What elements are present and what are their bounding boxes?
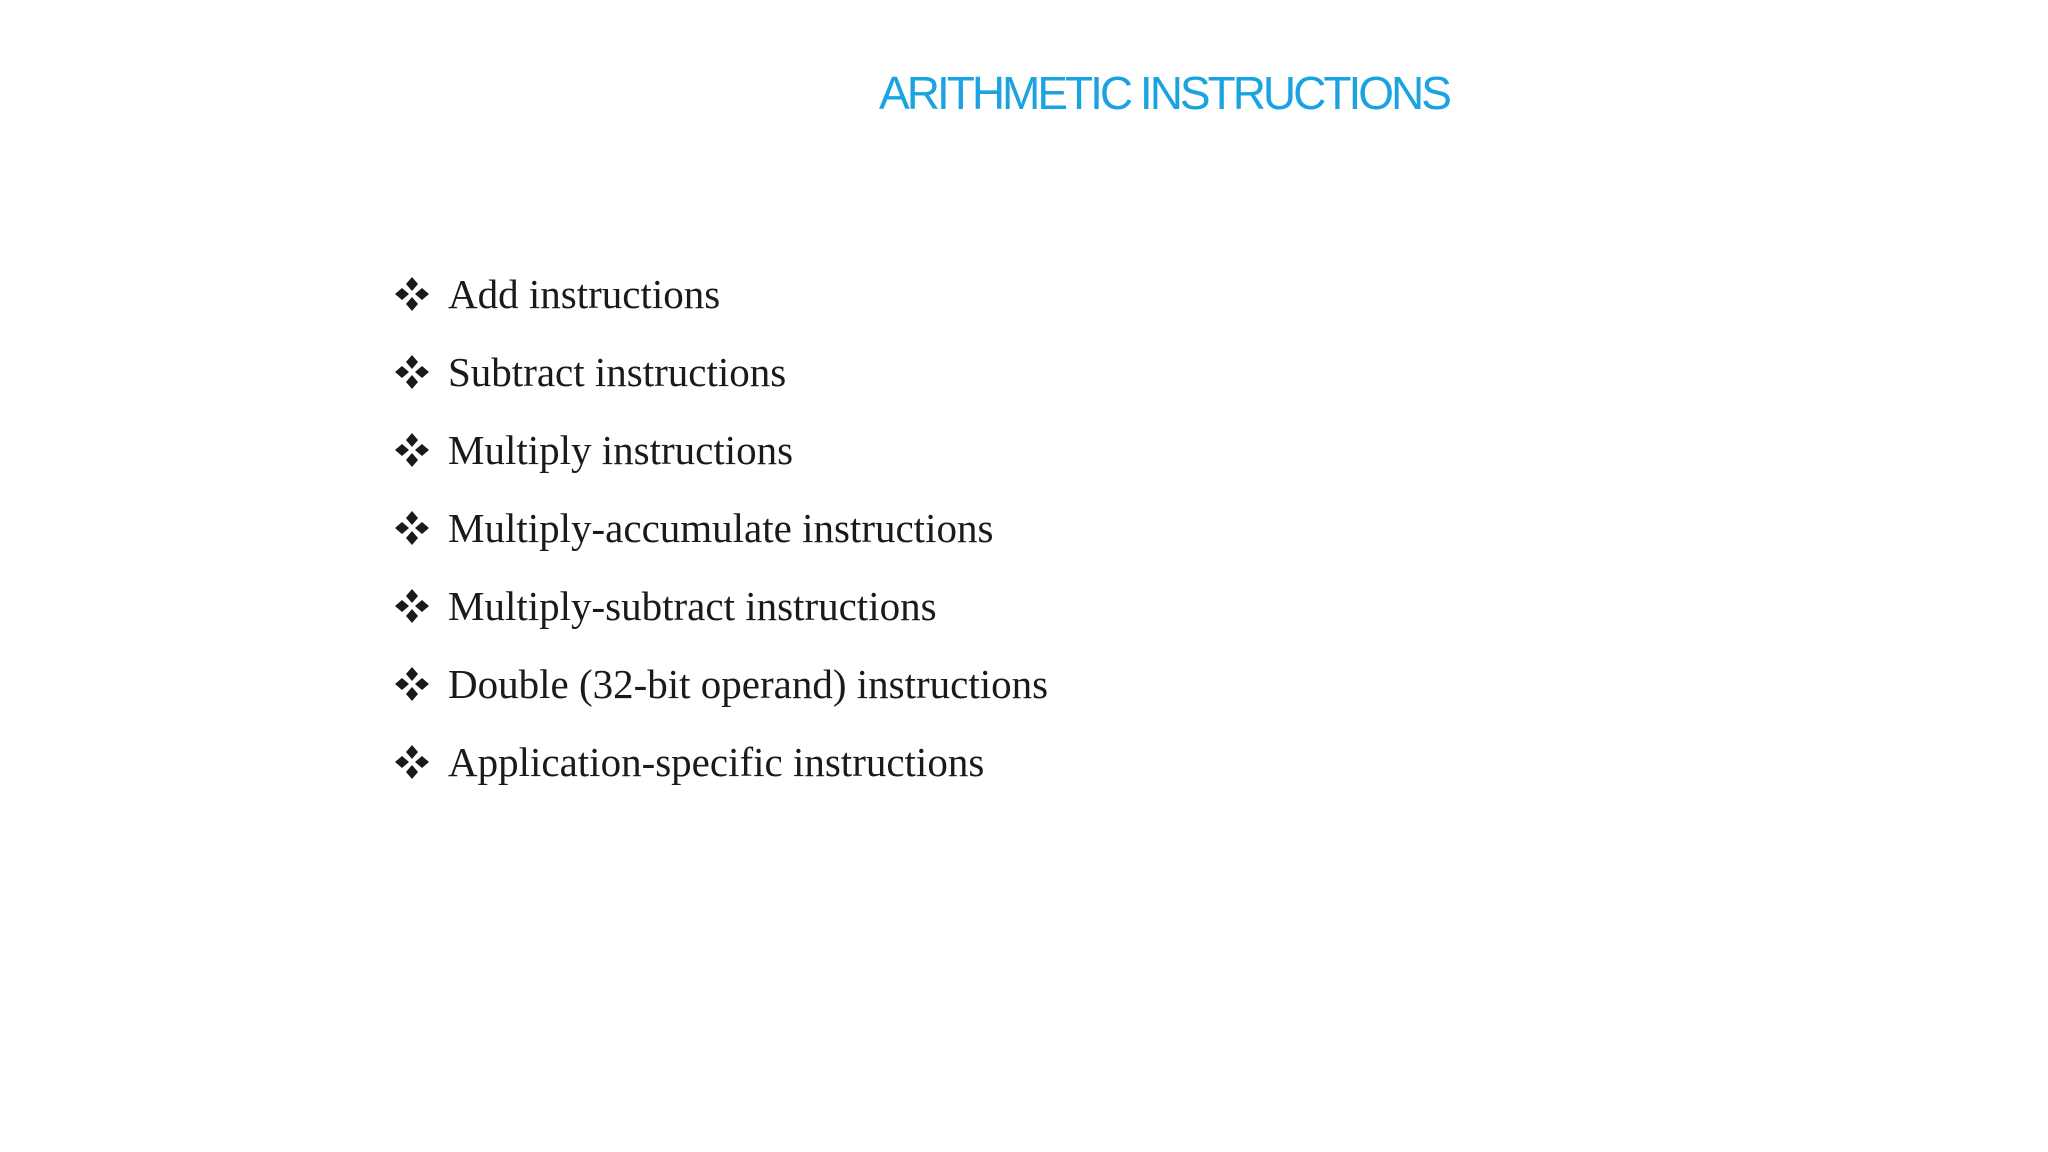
list-item: [392, 723, 1048, 801]
list-item: [392, 567, 1048, 645]
slide-title: ARITHMETIC INSTRUCTIONS: [879, 67, 1449, 119]
four-diamond-icon: [392, 664, 432, 704]
four-diamond-icon: [392, 508, 432, 548]
list-item-label: Add instructions: [448, 271, 721, 317]
list-item-label: Multiply-subtract instructions: [448, 583, 937, 629]
list-item: [392, 645, 1048, 723]
bullet-list: [392, 255, 1048, 801]
list-item-label: Application-specific instructions: [448, 739, 985, 785]
four-diamond-icon: [392, 274, 432, 314]
list-item-label: Double (32-bit operand) instructions: [448, 661, 1049, 707]
four-diamond-icon: [392, 430, 432, 470]
four-diamond-icon: [392, 742, 432, 782]
four-diamond-icon: [392, 586, 432, 626]
four-diamond-icon: [392, 352, 432, 392]
list-item: [392, 489, 1048, 567]
list-item: [392, 255, 1048, 333]
list-item-label: Multiply instructions: [448, 427, 794, 473]
list-item: [392, 411, 1048, 489]
list-item-label: Multiply-accumulate instructions: [448, 505, 994, 551]
list-item: [392, 333, 1048, 411]
list-item-label: Subtract instructions: [448, 349, 787, 395]
